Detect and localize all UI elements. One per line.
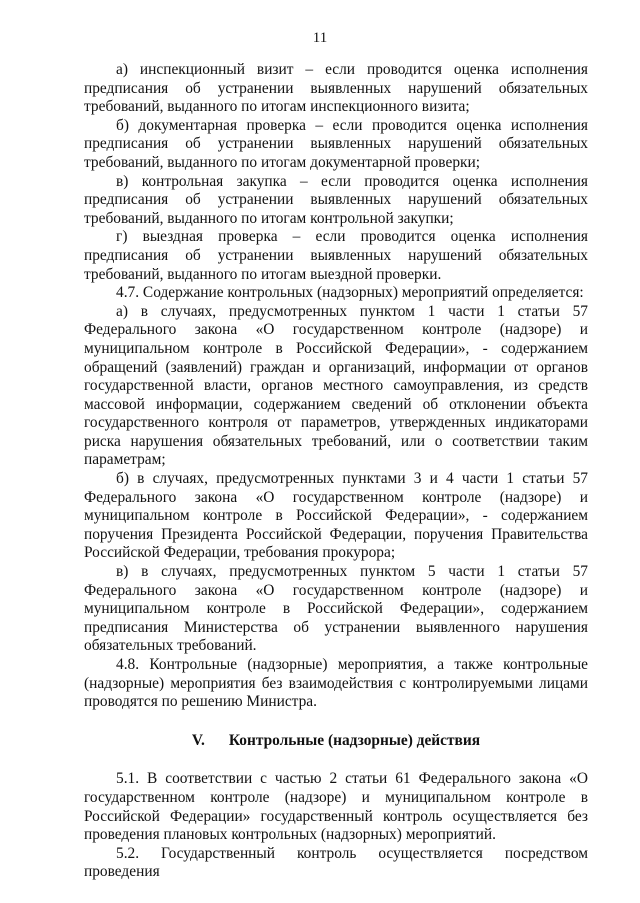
paragraph-4-7-a: а) в случаях, предусмотренных пунктом 1 части 1 статьи 57 Федерального закона «О государственном контроле (надзоре) и муниципальном контроле в Российской Федерации», - содержанием обращений (заявлений) граждан и организаций, информации от органов государственной власти, органов местного самоуправления, из средств массовой информации, содержанием сведений об отклонении объекта государственного контроля от параметров, утвержденных индикаторами риска нарушения обязательных требований, или о соответствии таким параметрам;	[84, 302, 588, 469]
paragraph-4-7-b: б) в случаях, предусмотренных пунктами 3 и 4 части 1 статьи 57 Федерального закона «О государственном контроле (надзоре) и муниципальном контроле в Российской Федерации», - содержанием поручения Президента Российской Федерации, поручения Правительства Российской Федерации, требования прокурора;	[84, 470, 588, 562]
paragraph-inspection-visit: а) инспекционный визит – если проводится оценка исполнения предписания об устранении выявленных нарушений обязательных требований, выданного по итогам инспекционного визита;	[84, 61, 588, 116]
document-body	[84, 61, 588, 882]
page-number: 11	[312, 30, 328, 46]
section-number: V.	[191, 731, 205, 749]
paragraph-documentary-check: б) документарная проверка – если проводится оценка исполнения предписания об устранении выявленных нарушений обязательных требований, выданного по итогам документарной проверки;	[84, 116, 588, 171]
paragraph-5-2: 5.2. Государственный контроль осуществляется посредством проведения	[84, 844, 588, 881]
paragraph-field-check: г) выездная проверка – если проводится оценка исполнения предписания об устранении выявленных нарушений обязательных требований, выданного по итогам выездной проверки.	[84, 228, 588, 283]
paragraph-4-8: 4.8. Контрольные (надзорные) мероприятия, а также контрольные (надзорные) мероприятия без взаимодействия с контролируемыми лицами проводятся по решению Министра.	[84, 656, 588, 711]
paragraph-4-7-c: в) в случаях, предусмотренных пунктом 5 части 1 статьи 57 Федерального закона «О государственном контроле (надзоре) и муниципальном контроле в Российской Федерации», содержанием предписания Министерства об устранении выявленного нарушения обязательных требований.	[84, 563, 588, 655]
paragraph-control-purchase: в) контрольная закупка – если проводится оценка исполнения предписания об устранении выявленных нарушений обязательных требований, выданного по итогам контрольной закупки;	[84, 172, 588, 227]
section-heading	[84, 732, 588, 751]
paragraph-4-7: 4.7. Содержание контрольных (надзорных) мероприятий определяется:	[116, 284, 584, 302]
section-title: Контрольные (надзорные) действия	[228, 731, 481, 749]
paragraph-5-1: 5.1. В соответствии с частью 2 статьи 61 Федерального закона «О государственном контроле (надзоре) и муниципальном контроле в Российской Федерации» государственный контроль осуществляется без проведения плановых контрольных (надзорных) мероприятий.	[84, 770, 588, 844]
